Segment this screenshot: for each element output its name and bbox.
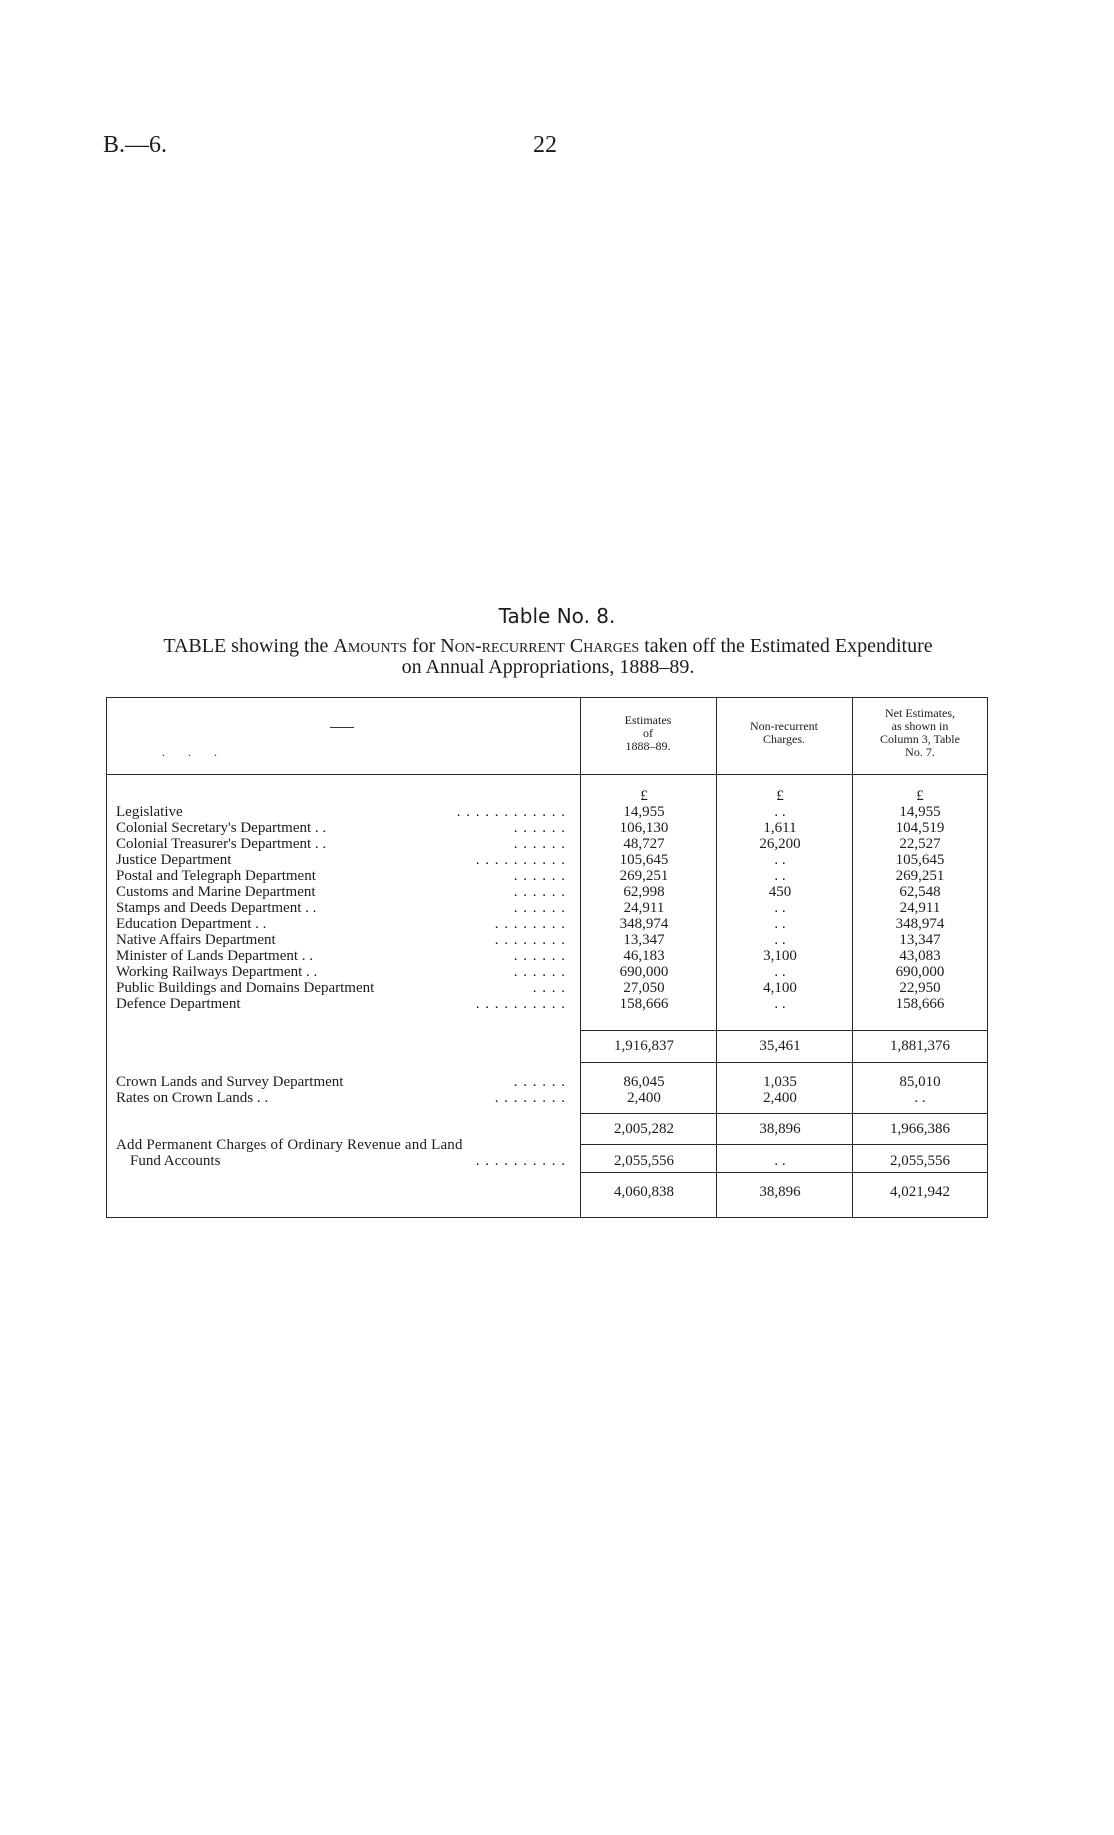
leader-dots: . . . . . . . .: [494, 932, 566, 948]
cell-nonrecurrent: . .: [774, 916, 786, 932]
rule-total: [580, 1172, 988, 1173]
cell-estimates: 690,000: [619, 964, 669, 980]
row-label: Native Affairs Department: [116, 932, 276, 948]
cell-estimates: 105,645: [619, 852, 669, 868]
rule-bottom: [106, 1217, 988, 1218]
total-nonrecurrent: 38,896: [759, 1184, 801, 1200]
cell-net: 269,251: [895, 868, 945, 884]
subtotal2-nonrecurrent: 38,896: [759, 1121, 801, 1137]
caption-tail: taken off the Estimated Expenditure: [639, 635, 933, 657]
row-label: Rates on Crown Lands . .: [116, 1090, 269, 1106]
leader-dots: . . . . . . . . . . . .: [456, 804, 566, 820]
cell-net: 13,347: [899, 932, 941, 948]
cell-nonrecurrent: . .: [774, 868, 786, 884]
cell-net: 690,000: [895, 964, 945, 980]
leader-dots: . . . . . .: [513, 868, 566, 884]
table-row: [106, 884, 988, 900]
cell-estimates: 14,955: [623, 804, 665, 820]
cell-estimates: 62,998: [623, 884, 665, 900]
cell-estimates: 13,347: [623, 932, 665, 948]
table-row: [106, 804, 988, 820]
cell-nonrecurrent: . .: [774, 964, 786, 980]
cell-estimates: 27,050: [623, 980, 665, 996]
cell-net: 14,955: [899, 804, 941, 820]
cell-net: 348,974: [895, 916, 945, 932]
row-label: Working Railways Department . .: [116, 964, 318, 980]
page-number: 22: [533, 132, 557, 158]
cell-nonrecurrent: . .: [774, 1153, 786, 1169]
cell-net: 62,548: [899, 884, 941, 900]
table-row: [106, 980, 988, 996]
permanent-charges-row: [106, 1153, 988, 1169]
subtotal1-nonrecurrent: 35,461: [759, 1038, 801, 1054]
stub-head-dots: . . .: [162, 745, 227, 759]
head-estimates: [580, 714, 716, 753]
head-net-line3: Column 3, Table: [880, 732, 960, 746]
cell-nonrecurrent: . .: [774, 996, 786, 1012]
head-nonrecurrent: [716, 720, 852, 746]
cell-net: 24,911: [899, 900, 941, 916]
cell-nonrecurrent: . .: [774, 852, 786, 868]
table-row: [106, 916, 988, 932]
rule-under-header: [106, 774, 988, 775]
table-row: [106, 964, 988, 980]
cell-estimates: 48,727: [623, 836, 665, 852]
cell-estimates: 24,911: [623, 900, 665, 916]
cell-nonrecurrent: . .: [774, 804, 786, 820]
subtotal-row: [106, 1038, 988, 1054]
cell-nonrecurrent: 3,100: [763, 948, 797, 964]
table-row: [106, 1090, 988, 1106]
row-label: Add Permanent Charges of Ordinary Revenue and Land: [116, 1137, 463, 1153]
row-label: Education Department . .: [116, 916, 267, 932]
appropriations-table: [106, 697, 988, 1218]
cell-net: 85,010: [899, 1074, 941, 1090]
grand-total-row: [106, 1184, 988, 1200]
cell-net: 2,055,556: [890, 1153, 950, 1169]
doc-code: B.—6.: [103, 132, 168, 158]
subtotal-row: [106, 1121, 988, 1137]
row-label: Defence Department: [116, 996, 241, 1012]
row-label: Public Buildings and Domains Department: [116, 980, 375, 996]
row-label: Customs and Marine Department: [116, 884, 316, 900]
cell-net: 105,645: [895, 852, 945, 868]
cell-nonrecurrent: 4,100: [763, 980, 797, 996]
table-row: [106, 820, 988, 836]
leader-dots: . . . . . . . . . .: [475, 996, 566, 1012]
subtotal2-net: 1,966,386: [890, 1121, 950, 1137]
table-row: [106, 868, 988, 884]
leader-dots: . . . . . . . . . .: [475, 852, 566, 868]
permanent-charges-label-line1: [106, 1137, 988, 1153]
cell-nonrecurrent: 26,200: [759, 836, 801, 852]
cell-net: 22,527: [899, 836, 941, 852]
caption-lead: TABLE showing the: [163, 635, 334, 657]
head-net: [852, 707, 988, 759]
cell-net: 22,950: [899, 980, 941, 996]
cell-estimates: 46,183: [623, 948, 665, 964]
leader-dots: . . . . . .: [513, 884, 566, 900]
head-net-line4: No. 7.: [905, 745, 935, 759]
cell-estimates: 86,045: [623, 1074, 665, 1090]
leader-dots: . . . . . .: [513, 964, 566, 980]
cell-net: 104,519: [895, 820, 945, 836]
leader-dots: . . . . . . . .: [494, 1090, 566, 1106]
unit-nonrecurrent: £: [776, 788, 784, 804]
caption-mid: for: [406, 635, 441, 657]
head-estimates-line1: Estimates: [624, 713, 672, 727]
cell-estimates: 348,974: [619, 916, 669, 932]
leader-dots: . . . . . .: [513, 820, 566, 836]
table-row: [106, 1074, 988, 1090]
table-title: Table No. 8.: [498, 604, 616, 628]
cell-net: . .: [914, 1090, 926, 1106]
table-caption: [103, 636, 993, 678]
row-label: Stamps and Deeds Department . .: [116, 900, 317, 916]
rule-subtotal1: [580, 1030, 988, 1031]
rule-subtotal2: [580, 1113, 988, 1114]
row-label: Minister of Lands Department . .: [116, 948, 314, 964]
table-row: [106, 996, 988, 1012]
table-row: [106, 900, 988, 916]
leader-dots: . . . . . .: [513, 1074, 566, 1090]
row-label: Legislative: [116, 804, 183, 820]
cell-nonrecurrent: . .: [774, 900, 786, 916]
cell-estimates: 269,251: [619, 868, 669, 884]
head-nonrecurrent-line1: Non-recurrent: [750, 719, 818, 733]
unit-estimates: £: [640, 788, 648, 804]
cell-estimates: 106,130: [619, 820, 669, 836]
table-row: [106, 948, 988, 964]
total-net: 4,021,942: [890, 1184, 950, 1200]
caption-charges: Non-recurrent Charges: [440, 635, 640, 657]
cell-nonrecurrent: 2,400: [763, 1090, 797, 1106]
total-estimates: 4,060,838: [614, 1184, 674, 1200]
stub-head-dash: [330, 727, 354, 728]
row-label: Colonial Secretary's Department . .: [116, 820, 327, 836]
row-label: Colonial Treasurer's Department . .: [116, 836, 327, 852]
head-nonrecurrent-line2: Charges.: [762, 732, 806, 746]
rule-after-subtotal1: [580, 1062, 988, 1063]
row-label: Postal and Telegraph Department: [116, 868, 316, 884]
unit-net: £: [916, 788, 924, 804]
leader-dots: . . . .: [532, 980, 566, 996]
leader-dots: . . . . . . . .: [494, 916, 566, 932]
cell-nonrecurrent: 1,035: [763, 1074, 797, 1090]
subtotal1-estimates: 1,916,837: [614, 1038, 674, 1054]
leader-dots: . . . . . .: [513, 836, 566, 852]
table-row: [106, 852, 988, 868]
head-estimates-line3: 1888–89.: [625, 739, 671, 753]
table-row: [106, 932, 988, 948]
cell-estimates: 2,400: [627, 1090, 661, 1106]
row-label: Crown Lands and Survey Department: [116, 1074, 344, 1090]
table-row: [106, 836, 988, 852]
head-net-line2: as shown in: [891, 719, 949, 733]
cell-nonrecurrent: 450: [768, 884, 792, 900]
leader-dots: . . . . . .: [513, 900, 566, 916]
cell-estimates: 158,666: [619, 996, 669, 1012]
head-estimates-line2: of: [643, 726, 653, 740]
caption-amounts: Amounts: [333, 635, 407, 657]
row-label: Justice Department: [116, 852, 232, 868]
cell-net: 158,666: [895, 996, 945, 1012]
cell-net: 43,083: [899, 948, 941, 964]
rule-top: [106, 697, 988, 698]
subtotal1-net: 1,881,376: [890, 1038, 950, 1054]
cell-nonrecurrent: . .: [774, 932, 786, 948]
row-label: Fund Accounts: [130, 1153, 221, 1169]
caption-line2: on Annual Appropriations, 1888–89.: [401, 656, 695, 678]
leader-dots: . . . . . .: [513, 948, 566, 964]
cell-nonrecurrent: 1,611: [763, 820, 797, 836]
head-net-line1: Net Estimates,: [885, 706, 955, 720]
units-row: [106, 788, 988, 804]
leader-dots: . . . . . . . . . .: [475, 1153, 566, 1169]
subtotal2-estimates: 2,005,282: [614, 1121, 674, 1137]
cell-estimates: 2,055,556: [614, 1153, 674, 1169]
